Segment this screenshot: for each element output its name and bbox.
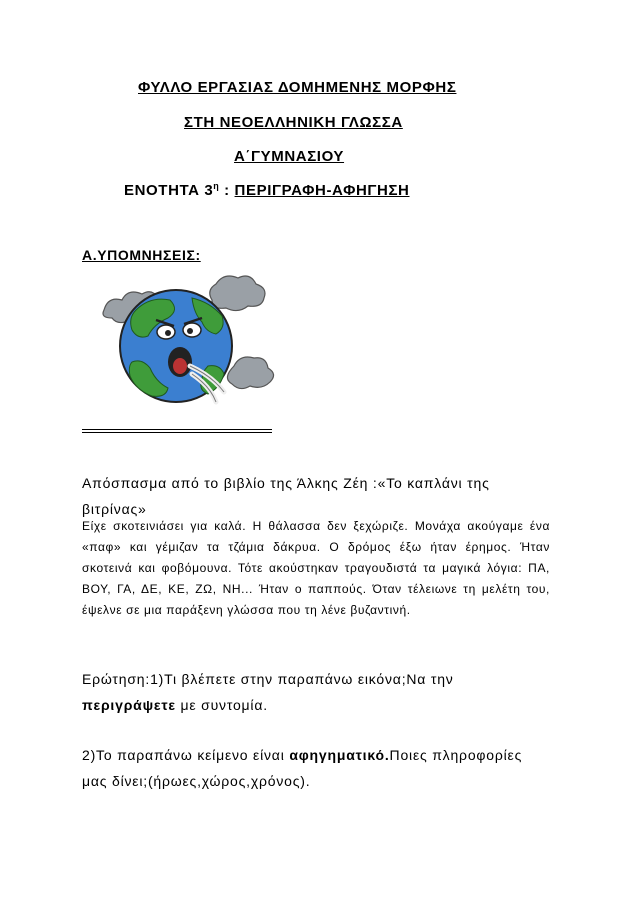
excerpt-body: Είχε σκοτεινιάσει για καλά. Η θάλασσα δεν ξεχώριζε. Μονάχα ακούγαμε ένα «παφ» και γέμιζαν τα τζάμια δάκρυα. Ο δρόμος έξω ήταν έρημος. Ήταν σκοτεινά και φοβόμουνα. Τότε ακούστηκαν τραγουδιστά τα μαγικά λόγια: ΠΑ, ΒΟΥ, ΓΑ, ΔΕ, ΚΕ, ΖΩ, ΝΗ... Ήταν ο παππούς. Όταν τέλειωνε τη μελέτη του, έψελνε σε μια παράξενη γλώσσα που τη λένε βυζαντινή. (82, 519, 550, 617)
question-1-tail: με συντομία. (175, 697, 268, 713)
question-2 (82, 742, 542, 794)
question-1-keyword: περιγράψετε (82, 697, 176, 713)
worksheet-grade: Α΄ΓΥΜΝΑΣΙΟΥ (234, 148, 345, 165)
unit-title: ΠΕΡΙΓΡΑΦΗ-ΑΦΗΓΗΣΗ (234, 182, 410, 199)
question-2-tail: Ποιες πληροφορίες μας δίνει;(ήρωες,χώρος,χρόνος). (82, 747, 523, 789)
windy-earth-icon (96, 270, 280, 418)
unit-label: ΕΝΟΤΗΤΑ 3 (124, 182, 214, 199)
image-underline (82, 429, 272, 433)
unit-heading (124, 181, 410, 199)
section-a-title: Α.ΥΠΟΜΝΗΣΕΙΣ: (82, 247, 201, 263)
question-2-keyword: αφηγηματικό. (289, 747, 390, 763)
question-1-text: Ερώτηση:1)Τι βλέπετε στην παραπάνω εικόνα;Να την (82, 671, 454, 687)
excerpt-intro: Απόσπασμα από το βιβλίο της Άλκης Ζέη :«Το καπλάνι της βιτρίνας» (82, 475, 490, 517)
unit-ordinal: η (213, 181, 220, 191)
worksheet-subject: ΣΤΗ ΝΕΟΕΛΛΗΝΙΚΗ ΓΛΩΣΣΑ (184, 114, 403, 131)
question-1 (82, 666, 542, 718)
question-2-text: 2)Το παραπάνω κείμενο είναι (82, 747, 290, 763)
unit-separator: : (219, 182, 235, 199)
worksheet-title: ΦΥΛΛΟ ΕΡΓΑΣΙΑΣ ΔΟΜΗΜΕΝΗΣ ΜΟΡΦΗΣ (138, 79, 457, 96)
windy-earth-illustration (96, 270, 280, 418)
